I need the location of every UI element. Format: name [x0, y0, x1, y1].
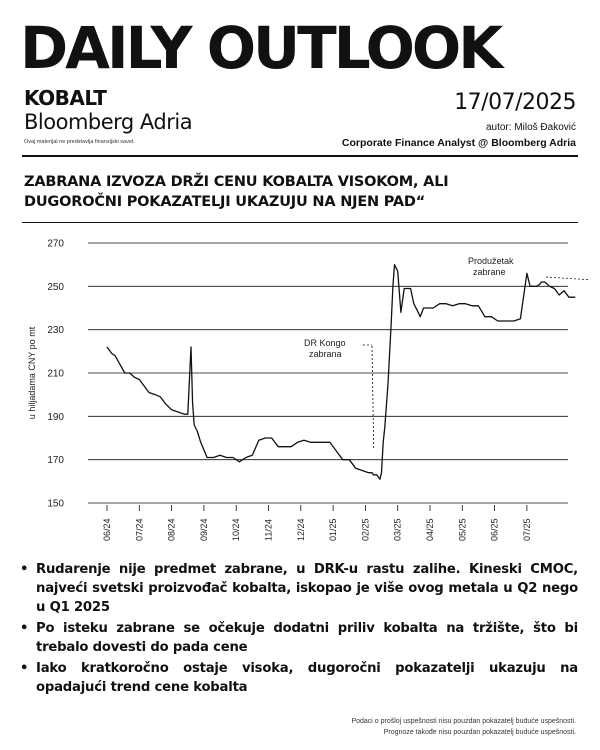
- key-point-text: Iako kratkoročno ostaje visoka, dugoročni pokazatelji ukazuju na opadajući trend cene kobalta: [36, 661, 578, 695]
- top-disclaimer: Ovaj materijal ne predstavlja finansijski savet.: [24, 139, 135, 145]
- footnote-past-performance: Podaci o prošloj uspešnosti nisu pouzdan pokazatelj buduće uspešnosti.: [351, 718, 576, 725]
- y-tick-label: 270: [47, 238, 64, 250]
- y-tick-label: 190: [47, 411, 64, 423]
- author-role: Corporate Finance Analyst @ Bloomberg Adria: [341, 137, 576, 149]
- annotations: [304, 256, 588, 448]
- key-point: [18, 619, 578, 657]
- annotation-label: zabrane: [473, 267, 506, 277]
- footnote-forecasts: Prognoze takođe nisu pouzdan pokazatelj buduće uspešnosti.: [383, 729, 576, 736]
- annotation-label: zabrana: [309, 349, 342, 359]
- x-tick-label: 06/24: [102, 518, 112, 541]
- grid-lines: [88, 243, 568, 503]
- headline-line-1: ZABRANA IZVOZA DRŽI CENU KOBALTA VISOKOM, ALI: [24, 174, 449, 190]
- x-axis-ticks: [102, 505, 532, 541]
- key-point-text: Po isteku zabrane se očekuje dodatni priliv kobalta na tržište, što bi trebalo dovesti do pada cene: [36, 621, 578, 655]
- header-divider: [22, 155, 578, 157]
- bullet-icon: •: [20, 562, 29, 577]
- y-tick-label: 150: [47, 498, 64, 510]
- author-line: autor: Miloš Đaković: [485, 122, 576, 133]
- headline: [24, 172, 576, 212]
- x-tick-label: 02/25: [360, 518, 371, 541]
- brand-name: Bloomberg Adria: [24, 110, 193, 134]
- annotation-label: Produžetak: [468, 256, 514, 266]
- x-tick-label: 04/25: [425, 518, 435, 541]
- price-series-line: [107, 265, 575, 480]
- bullet-icon: •: [20, 661, 29, 676]
- annotation-label: DR Kongo: [304, 338, 346, 348]
- x-tick-label: 06/25: [489, 518, 500, 541]
- y-tick-label: 250: [47, 281, 64, 293]
- y-axis-label: u hiljadama CNY po mt: [27, 326, 37, 420]
- report-date: 17/07/2025: [454, 90, 576, 115]
- key-point: [18, 659, 578, 697]
- x-tick-label: 07/25: [521, 518, 532, 541]
- bullet-icon: •: [20, 621, 29, 636]
- x-tick-label: 03/25: [392, 518, 403, 541]
- cobalt-price-chart: [0, 228, 600, 548]
- masthead-title: DAILY OUTLOOK: [20, 14, 501, 82]
- asset-name: KOBALT: [24, 86, 107, 110]
- x-tick-label: 10/24: [231, 518, 242, 541]
- y-tick-label: 170: [47, 455, 64, 467]
- y-tick-label: 210: [47, 368, 64, 380]
- y-tick-label: 230: [47, 325, 64, 337]
- x-tick-label: 12/24: [295, 518, 306, 541]
- x-tick-label: 08/24: [166, 518, 177, 541]
- annotation-leader: [546, 277, 588, 280]
- y-axis-ticks: [47, 239, 64, 510]
- x-tick-label: 07/24: [134, 518, 145, 541]
- key-points-list: [18, 560, 578, 699]
- headline-divider: [22, 222, 578, 223]
- key-point: [18, 560, 578, 617]
- key-point-text: Rudarenje nije predmet zabrane, u DRK-u rastu zalihe. Kineski CMOC, najveći svetski proizvođač kobalta, iskopao je više ovog metala u Q2 nego u Q1 2025: [36, 562, 578, 615]
- annotation-leader: [372, 346, 374, 448]
- x-tick-label: 09/24: [198, 518, 209, 541]
- headline-line-2: DUGOROČNI POKAZATELJI UKAZUJU NA NJEN PAD“: [24, 194, 426, 210]
- x-tick-label: 11/24: [263, 519, 274, 541]
- x-tick-label: 01/25: [328, 518, 339, 541]
- x-tick-label: 05/25: [457, 518, 468, 541]
